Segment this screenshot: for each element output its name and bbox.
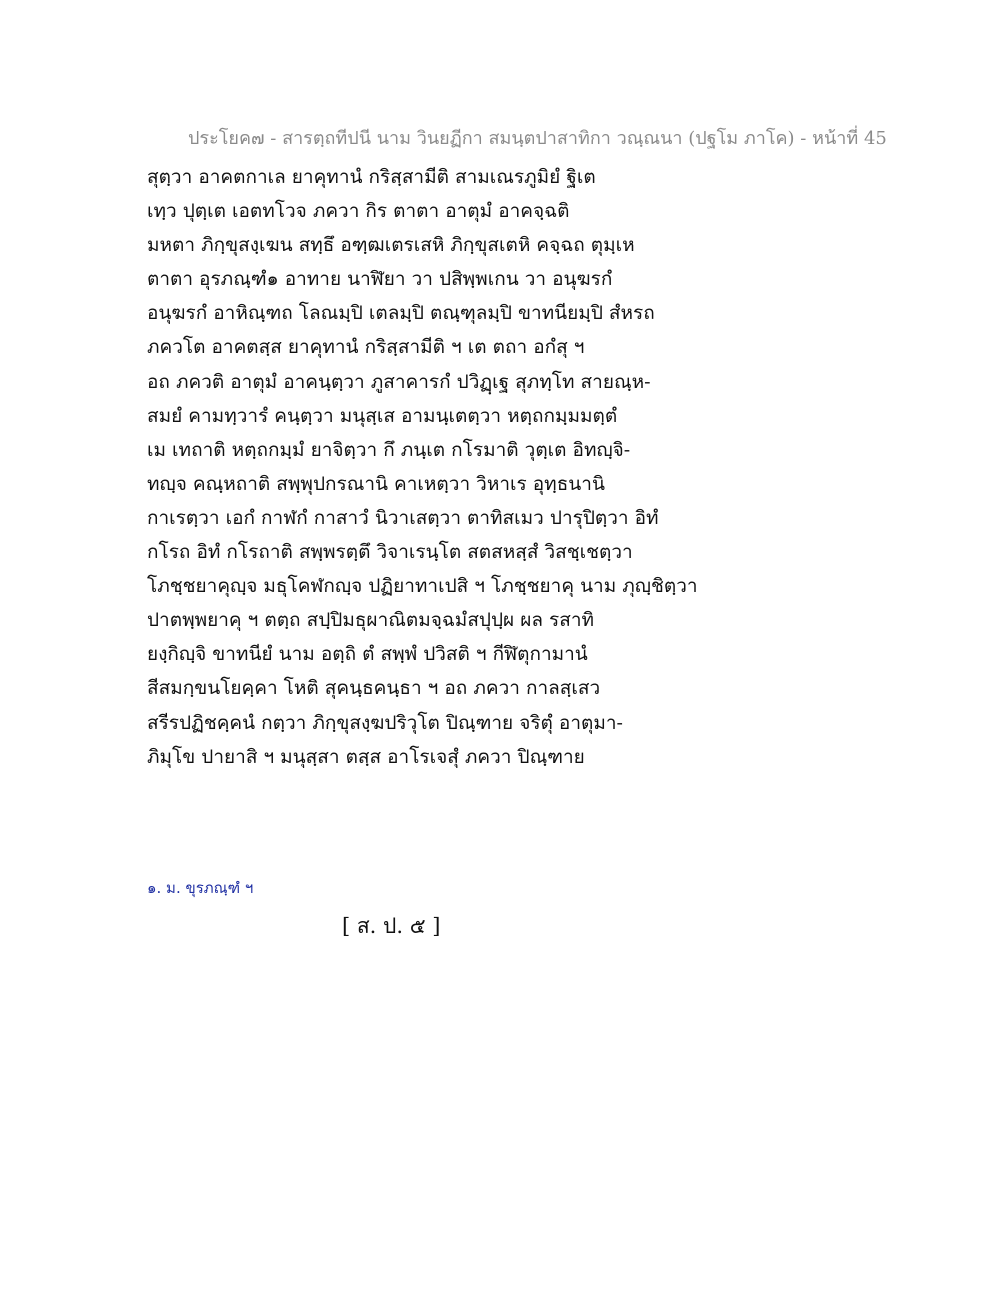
- text-line: ปาตพฺพยาคุ ฯ ตตฺถ สปฺปิมธุผาณิตมจฺฉมํสปุปฺผ ผล รสาทิ: [147, 609, 595, 632]
- running-header: ประโยค๗ - สารตฺถทีปนี นาม วินยฏีกา สมนฺตปาสาทิกา วณฺณนา (ปฐโม ภาโค) - หน้าที่ 45: [188, 128, 887, 149]
- text-line: ภควโต อาคตสฺส ยาคุทานํ กริสฺสามีติ ฯ เต ตถา อกํสุ ฯ: [147, 336, 585, 359]
- text-line: เม เทถาติ หตฺถกมฺมํ ยาจิตฺวา กึ ภนฺเต กโรมาติ วุตฺเต อิทญฺจิ-: [147, 438, 631, 461]
- text-line: อนุฆรกํ อาหิณฺฑถ โลณมฺปิ เตลมฺปิ ตณฺฑุลมฺปิ ขาทนียมฺปิ สํหรถ: [147, 302, 655, 325]
- page-marker: [ ส. ป. ๕ ]: [342, 914, 441, 938]
- text-line: สุตฺวา อาคตกาเล ยาคุทานํ กริสฺสามีติ สามเณรภูมิยํ ฐิเต: [147, 166, 596, 188]
- text-line: เทฺว ปุตฺเต เอตทโวจ ภควา กิร ตาตา อาตุมํ อาคจฺฉติ: [147, 200, 570, 223]
- text-line: ยงฺกิญฺจิ ขาทนียํ นาม อตฺถิ ตํ สพฺพํ ปวิสติ ฯ กีฬิตุกามานํ: [147, 643, 588, 666]
- text-line: กโรถ อิทํ กโรถาติ สพฺพรตฺตึ วิจาเรนฺโต สตสหสฺสํ วิสชฺเชตฺวา: [147, 541, 633, 564]
- body-text: [147, 160, 867, 774]
- text-line: กาเรตฺวา เอกํ กาฬกํ กาสาวํ นิวาเสตฺวา ตาทิสเมว ปารุปิตฺวา อิทํ: [147, 506, 659, 529]
- text-line: สรีรปฏิชคฺคนํ กตฺวา ภิกฺขุสงฺฆปริวุโต ปิณฺฑาย จริตุํ อาตุมา-: [147, 711, 623, 734]
- text-line: ภิมุโข ปายาสิ ฯ มนุสฺสา ตสฺส อาโรเจสุํ ภควา ปิณฺฑาย: [147, 745, 585, 768]
- text-line: โภชฺชยาคุญฺจ มธุโคฬกญฺจ ปฏิยาทาเปสิ ฯ โภชฺชยาคุ นาม ภุญฺชิตฺวา: [147, 575, 698, 598]
- text-line: มหตา ภิกฺขุสงฺเฆน สทฺธึ อฑฺฒเตรเสหิ ภิกฺขุสเตหิ คจฺฉถ ตุมฺเห: [147, 234, 635, 257]
- text-line: อถ ภควติ อาตุมํ อาคนฺตฺวา ภูสาคารกํ ปวิฏฺเฐ สุภทฺโท สายณฺห-: [147, 370, 651, 393]
- text-line: สมยํ คามทฺวารํ คนฺตฺวา มนุสฺเส อามนฺเตตฺวา หตฺถกมฺมมตฺตํ: [147, 404, 618, 427]
- text-line: สีสมกฺขนโยคฺคา โหติ สุคนฺธคนฺธา ฯ อถ ภควา กาลสฺเสว: [147, 677, 601, 700]
- text-line: ทญฺจ คณฺหถาติ สพฺพุปกรณานิ คาเหตฺวา วิหาเร อุทฺธนานิ: [147, 472, 605, 495]
- footnote: ๑. ม. ขุรภณฺฑํ ฯ: [147, 879, 254, 897]
- text-line: ตาตา อุรภณฺฑํ๑ อาทาย นาฬิยา วา ปสิพฺพเกน วา อนุฆรกํ: [147, 268, 613, 291]
